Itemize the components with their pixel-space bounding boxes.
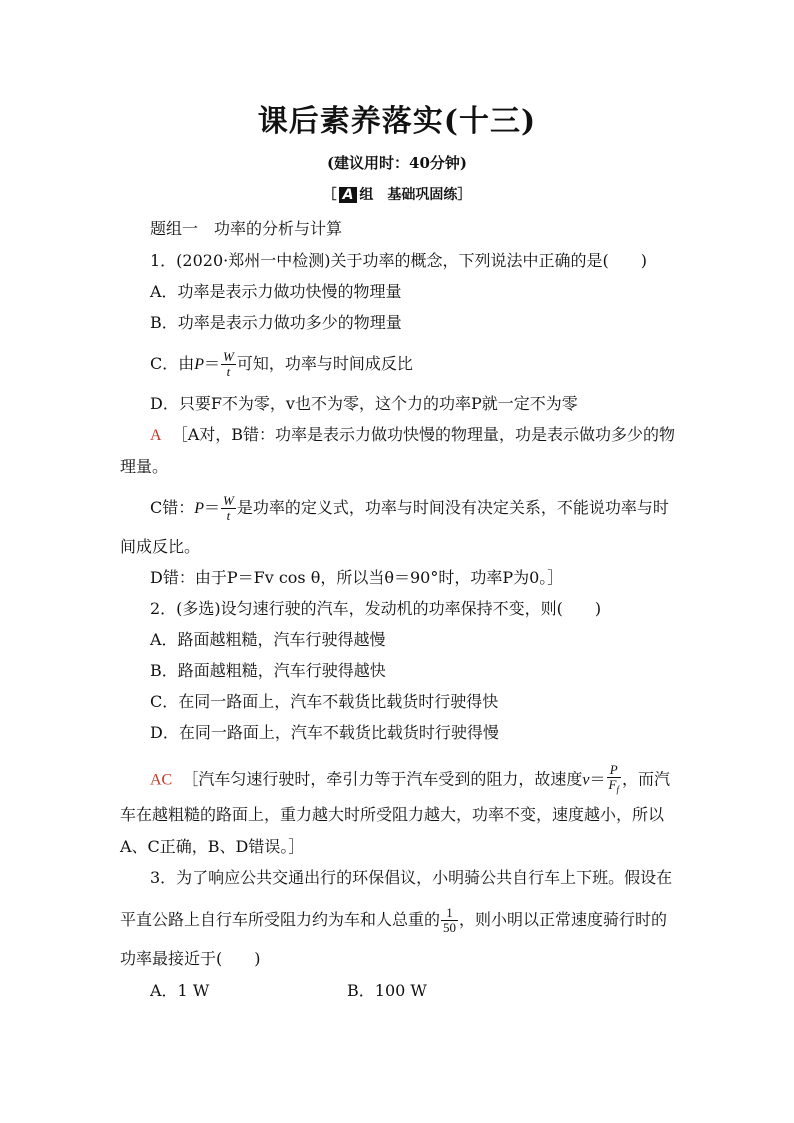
fraction-numerator: 1 [441,906,458,921]
time-note: (建议用时：40分钟) [326,154,468,172]
q2-stem: 2．(多选)设匀速行驶的汽车，发动机的功率保持不变，则( ) [150,599,602,618]
q1-option-c-prefix: C．由 [150,354,195,373]
q1-exp2-eq: ＝ [204,498,221,517]
q1-option-b: B．功率是表示力做功多少的物理量 [150,313,402,332]
q2-exp1-prefix: ［汽车匀速行驶时，牵引力等于汽车受到的阻力，故速度 [182,769,583,789]
q1-explanation-1b: 理量。 [120,457,169,476]
q1-exp2-var: P [194,500,205,517]
fraction-denominator: t [226,508,231,523]
q2-explanation-2: 车在越粗糙的路面上，重力越大时所受阻力越大，功率不变，速度越小，所以 [120,805,665,824]
q2-option-c: C．在同一路面上，汽车不载货比载货时行驶得快 [150,692,499,711]
q2-explanation-3: A、C正确，B、D错误。］ [120,837,305,856]
q1-exp2-fraction [221,494,236,523]
q1-exp2-suffix: 是功率的定义式，功率与时间没有决定关系，不能说功率与时 [236,498,669,517]
bracket-open: ［ [322,187,337,203]
fraction-denominator-base: F [608,777,617,792]
fraction-denominator [607,778,621,797]
group-label: 组 基础巩固练 [359,187,458,203]
q2-explanation-1 [150,763,670,797]
q1-option-c [150,350,413,379]
q3-option-b: B．100 W [347,981,427,1000]
q1-explanation-2 [150,494,669,523]
q3-fraction [441,906,458,935]
q2-option-d: D．在同一路面上，汽车不载货比载货时行驶得慢 [150,723,499,742]
q2-exp1-suffix: ，而汽 [622,769,671,789]
fraction-denominator-sub: f [616,784,620,795]
q1-stem: 1．(2020·郑州一中检测)关于功率的概念，下列说法中正确的是( ) [150,251,647,270]
fraction-numerator: W [223,493,234,508]
group-letter-badge: A [339,187,358,203]
q1-option-d: D．只要F不为零，v也不为零，这个力的功率P就一定不为零 [150,394,578,413]
q1-answer: A [150,427,162,444]
q3-stem2-suffix: ，则小明以正常速度骑行时的 [459,910,668,929]
q2-exp1-eq: ＝ [589,769,606,789]
group-heading [0,184,794,204]
q2-exp1-fraction [607,763,621,797]
fraction-denominator: 50 [443,920,457,935]
q1-option-c-fraction [221,350,236,379]
fraction-numerator: W [223,349,234,364]
q1-option-a: A．功率是表示力做功快慢的物理量 [150,282,402,301]
section-heading: 题组一 功率的分析与计算 [150,219,343,238]
q2-exp1-var: v [582,771,590,789]
fraction-denominator: t [226,364,231,379]
page-title: 课后素养落实(十三) [257,104,537,139]
bracket-close: ］ [457,187,472,203]
q1-option-c-suffix: 可知，功率与时间成反比 [236,354,413,373]
q1-exp2-prefix: C错： [150,498,195,517]
q2-answer: AC [150,771,173,789]
q2-option-a: A．路面越粗糙，汽车行驶得越慢 [150,630,386,649]
q1-explanation-text: ［A对，B错：功率是表示力做功快慢的物理量，功是表示做功多少的物 [171,425,676,444]
q3-stem-1: 3．为了响应公共交通出行的环保倡议，小明骑公共自行车上下班。假设在 [150,868,673,887]
q2-option-b: B．路面越粗糙，汽车行驶得越快 [150,661,386,680]
q3-stem-2 [120,906,667,935]
q3-option-a: A．1 W [150,981,210,1000]
q1-explanation-2b: 间成反比。 [120,537,201,556]
fraction-numerator: P [607,763,621,778]
q1-option-c-eq: ＝ [204,354,221,373]
q3-stem-3: 功率最接近于( ) [120,949,261,968]
q1-option-c-var: P [194,356,205,373]
q1-explanation-1 [150,424,675,447]
q3-stem2-prefix: 平直公路上自行车所受阻力约为车和人总重的 [120,910,441,929]
q1-explanation-3: D错：由于P＝Fv cos θ，所以当θ＝90°时，功率P为0。］ [150,568,564,587]
